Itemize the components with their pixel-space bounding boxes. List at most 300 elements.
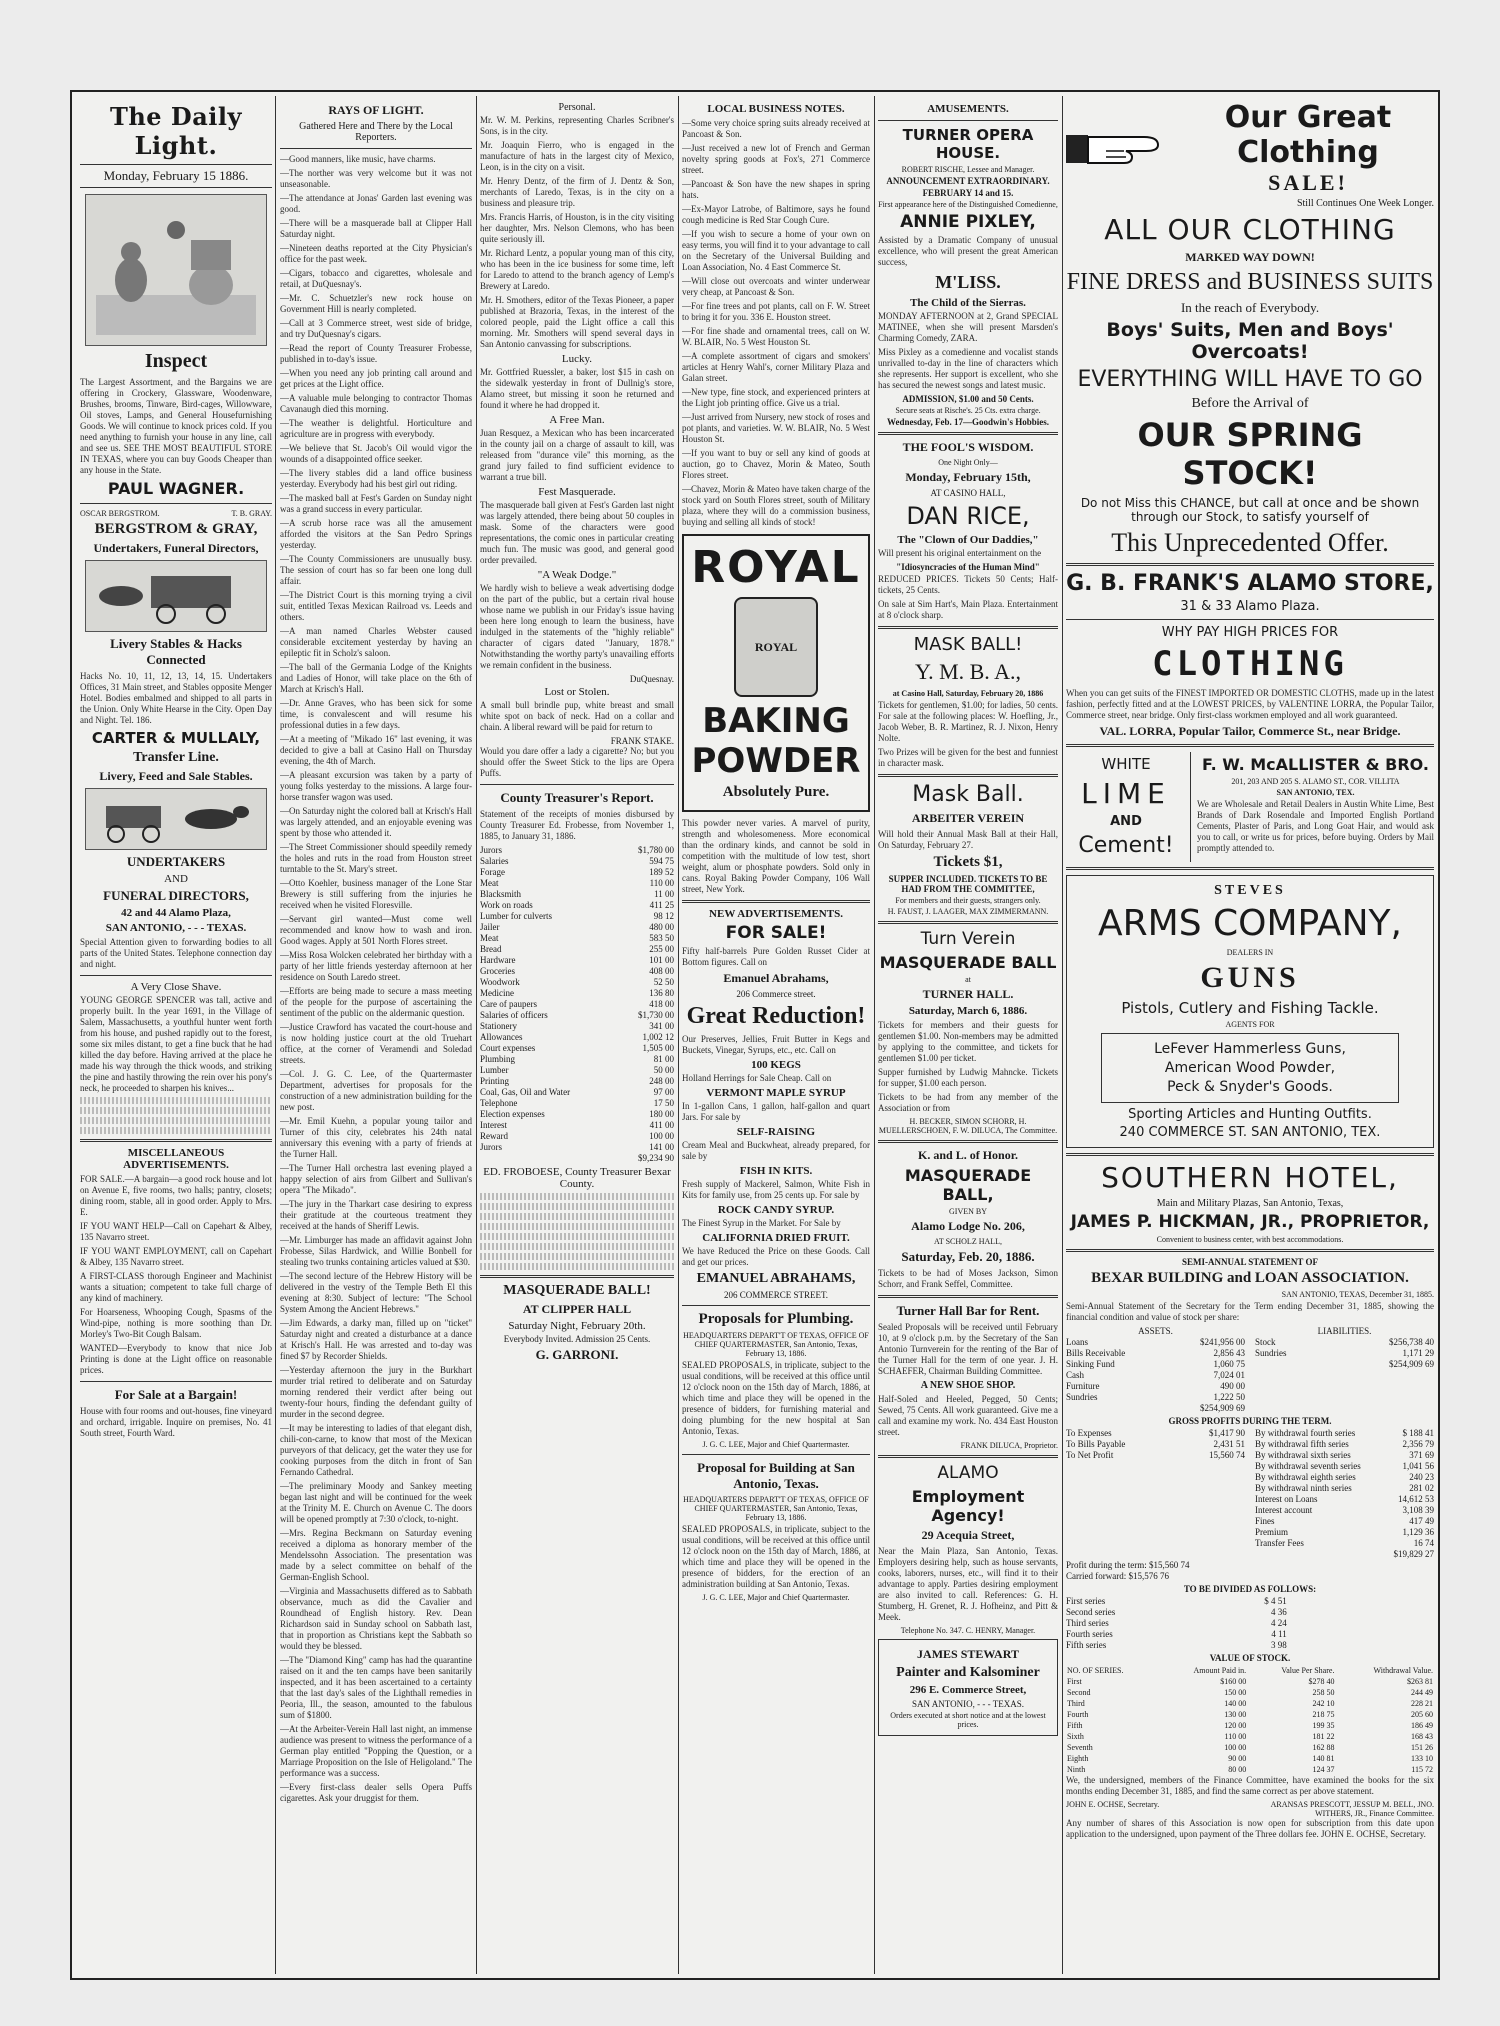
- series-row: [1066, 1640, 1287, 1651]
- withdrawal-row-label: By withdrawal eighth series: [1255, 1472, 1356, 1482]
- and-word: AND: [164, 873, 188, 885]
- cement-word: Cement!: [1078, 833, 1174, 858]
- column-4: [682, 100, 870, 1970]
- ledger-row: [480, 955, 674, 966]
- lost-heading: Lost or Stolen.: [544, 686, 610, 698]
- pointing-hand-icon: [1066, 121, 1176, 175]
- rays-item: —Call at 3 Commerce street, west side of bridge, and try DuQuesnay's cigars.: [280, 318, 472, 339]
- ledger-row: [480, 944, 674, 955]
- value-table-cell: 242 10: [1312, 1699, 1335, 1708]
- selfraising-heading: SELF-RAISING: [736, 1126, 816, 1138]
- employment-text: Near the Main Plaza, San Antonio, Texas. Employers desiring help, such as house servants, cooks, laborers, nurses, etc., will find it to their advantage to apply. Parties desiring employment are also invited to call. References: G. H. Stumberg, H. Grenet, R. J. Hofheinz, and Pitt & Meek.: [878, 1546, 1058, 1622]
- value-table-cell: 90 00: [1228, 1754, 1247, 1763]
- subscription-notice: Any number of shares of this Association is now open for subscription from this date upon application to the undersigned, upon payment of the Three dollars fee. JOHN E. OCHSE, Secretary.: [1066, 1818, 1434, 1839]
- carried-forward: Carried forward: $15,576 76: [1066, 1571, 1169, 1581]
- arbeiter-tickets: Tickets $1,: [933, 854, 1003, 870]
- withdrawal-row-amount: 417 49: [1409, 1516, 1434, 1526]
- asset-row: [1066, 1359, 1245, 1370]
- great-clothing-title: Our Great Clothing: [1224, 100, 1392, 170]
- value-table-header: [1066, 1665, 1434, 1676]
- ymba-text: Tickets for gentlemen, $1.00; for ladies, 50 cents. For sale at the following places: W. Hoefling, Jr., Jacob Weber, B. R. Martinez, R. J. Nixon, Henry Nolte.: [878, 700, 1058, 743]
- spring-stock: OUR SPRING STOCK!: [1137, 416, 1363, 492]
- fish-heading: FISH IN KITS.: [739, 1165, 813, 1177]
- value-table-cell: 80 00: [1228, 1765, 1247, 1774]
- asset-row-amount: 1,060 75: [1213, 1359, 1245, 1369]
- value-stock-heading: VALUE OF STOCK.: [1209, 1653, 1291, 1663]
- lucky-text: Mr. Gottfried Ruessler, a baker, lost $15 in cash on the sidewalk yesterday in front of Dullnig's store, Alamo street, but missing it soon he returned and found it where he had dropped it.: [480, 367, 674, 410]
- ledger-row-label: Allowances: [480, 1032, 523, 1042]
- withdrawal-row: [1255, 1428, 1434, 1439]
- stewart-address: 296 E. Commerce Street,: [909, 1684, 1027, 1696]
- divider: [878, 774, 1058, 777]
- series-row: [1066, 1618, 1287, 1629]
- rays-item: —Jim Edwards, a darky man, filled up on "ticket" Saturday night and created a disturbance at a dance at Krisch's Hall. He was arrested and to-day was fined $7 by Recorder Shields.: [280, 1318, 472, 1361]
- value-table-cell: 110 00: [1224, 1732, 1247, 1741]
- ledger-row: [480, 1131, 674, 1142]
- mcallister-city: SAN ANTONIO, TEX.: [1276, 788, 1355, 797]
- masthead-title: The Daily Light.: [110, 102, 242, 160]
- withdrawal-row-label: By withdrawal fourth series: [1255, 1428, 1356, 1438]
- series-row-amount: 4 11: [1271, 1629, 1287, 1639]
- ledger-row-amount: 110 00: [649, 878, 674, 888]
- arms-company: ARMS COMPANY,: [1098, 903, 1402, 944]
- first-appearance: First appearance here of the Distinguished Comedienne,: [878, 200, 1058, 209]
- rays-item: —Efforts are being made to secure a mass meeting of the people for the purpose of ascertaining the sentiment of the public on the aldermanic question.: [280, 986, 472, 1018]
- employment-address: 29 Acequia Street,: [921, 1528, 1015, 1542]
- signer-secretary: JOHN E. OCHSE, Secretary.: [1066, 1800, 1160, 1809]
- ledger-row-label: Forage: [480, 867, 505, 877]
- ledger-row-amount: 180 00: [649, 1109, 674, 1119]
- rays-item: —Servant girl wanted—Must come well recommended and know how to wash and iron. Good wages. Apply at 501 North Flores street.: [280, 914, 472, 946]
- funeral-heading: FUNERAL DIRECTORS,: [103, 888, 249, 903]
- liabilities-total: $254,909 69: [1389, 1359, 1434, 1369]
- withdrawal-row: [1255, 1516, 1434, 1527]
- asset-row-label: Furniture: [1066, 1381, 1100, 1391]
- rays-item: —When you need any job printing call around and get prices at the Light office.: [280, 368, 472, 389]
- value-table-row: [1066, 1687, 1434, 1698]
- wednesday-note: Wednesday, Feb. 17—Goodwin's Hobbies.: [886, 417, 1050, 427]
- ledger-row-label: Jurors: [480, 1142, 502, 1152]
- expense-row: [1066, 1450, 1245, 1461]
- liability-row-label: Stock: [1255, 1337, 1276, 1347]
- rays-item: —At a meeting of "Mikado 16" last evening, it was decided to give a ball at Casino Hall on Thursday evening, the 4th of March.: [280, 734, 472, 766]
- rays-item: —Cigars, tobacco and cigarettes, wholesale and retail, at DuQuesnay's.: [280, 268, 472, 289]
- mcallister-address: 201, 203 AND 205 S. ALAMO ST., COR. VILLITA: [1231, 777, 1400, 786]
- funeral-address: 42 and 44 Alamo Plaza,: [121, 907, 231, 919]
- text-filler: [80, 1127, 272, 1134]
- rays-item: —Col. J. G. C. Lee, of the Quartermaster Department, advertises for proposals for the construction of a new administration building for the new post.: [280, 1069, 472, 1112]
- ledger-row: [480, 1076, 674, 1087]
- clothing-word: CLOTHING: [1152, 644, 1348, 684]
- ledger-row: [480, 922, 674, 933]
- rays-item: —A valuable mule belonging to contractor Thomas Cavanaugh died this morning.: [280, 393, 472, 414]
- ledger-row-amount: 1,002 12: [642, 1032, 674, 1042]
- semi-annual-heading: SEMI-ANNUAL STATEMENT OF: [1181, 1257, 1319, 1267]
- value-column-header: NO. OF SERIES.: [1067, 1666, 1124, 1675]
- rays-item: —On Saturday night the colored ball at Krisch's Hall was largely attended, and an enjoyable evening was spent by those who attended it.: [280, 806, 472, 838]
- personal-item: Mr. Richard Lentz, a popular young man of this city, who has been in the ice business for some time, left for Laredo to attend to the branch agency of Lemp's Brewery at Laredo.: [480, 248, 674, 291]
- local-note-item: —If you wish to secure a home of your own on easy terms, you will find it to your advantage to call on the Secretary of the Universal Building and Loan Association, No. 4 East Commerce St.: [682, 229, 870, 272]
- misc-ad-item: IF YOU WANT HELP—Call on Capehart & Albey, 135 Navarro street.: [80, 1221, 272, 1242]
- expense-rows: [1066, 1428, 1245, 1549]
- value-table-cell: 140 81: [1312, 1754, 1335, 1763]
- ledger-row-label: Jurors: [480, 845, 502, 855]
- dodge-heading: "A Weak Dodge.": [537, 569, 617, 581]
- value-table-cell: 130 00: [1224, 1710, 1247, 1719]
- withdrawal-row-label: Interest account: [1255, 1505, 1313, 1515]
- value-table-cell: Third: [1067, 1699, 1085, 1708]
- value-table-cell: 205 60: [1411, 1710, 1433, 1719]
- ledger-row-amount: 594 75: [649, 856, 674, 866]
- ledger-row-amount: 52 50: [653, 977, 674, 987]
- value-table-row: [1066, 1742, 1434, 1753]
- royal-text: This powder never varies. A marvel of purity, strength and wholesomeness. More economical than the ordinary kinds, and cannot be sold in competition with the multitude of low test, short weight, alum or phosphate powders. Sold only in cans. Royal Baking Powder Company, 106 Wall street, New York.: [682, 818, 870, 894]
- rays-item: —The "Diamond King" camp has had the quarantine raised on it and the ten camps have been sanitarily inspected, and it has been ascertained to a certainty that the last day's sales of the Lighthall remedies in Peoria, Ill., the season, amounted to the fabulous sum of $1800.: [280, 1655, 472, 1720]
- value-table-cell: 120 00: [1224, 1721, 1247, 1730]
- value-table-cell: 100 00: [1224, 1743, 1247, 1752]
- divider: [1066, 619, 1434, 620]
- masquerade-venue: AT CLIPPER HALL: [522, 1302, 632, 1316]
- pistols-line: Pistols, Cutlery and Fishing Tackle.: [1121, 999, 1379, 1017]
- value-table-cell: Ninth: [1067, 1765, 1086, 1774]
- arms-address: 240 COMMERCE ST. SAN ANTONIO, TEX.: [1119, 1125, 1381, 1140]
- rays-item: —The livery stables did a land office business yesterday. Everybody had his best girl out riding.: [280, 468, 472, 489]
- value-table-cell: $160 00: [1220, 1677, 1247, 1686]
- rays-item: —A man named Charles Webster caused considerable excitement yesterday by having an epileptic fit in Scholz's saloon.: [280, 626, 472, 658]
- alamo-word: ALAMO: [937, 1463, 999, 1483]
- value-table-cell: First: [1067, 1677, 1082, 1686]
- dodge-signature: DuQuesnay.: [629, 674, 674, 684]
- before-arrival: Before the Arrival of: [1191, 396, 1309, 411]
- withdrawal-row-amount: 3,108 39: [1402, 1505, 1434, 1515]
- ledger-row: [480, 878, 674, 889]
- local-note-item: —Pancoast & Son have the new shapes in spring hats.: [682, 179, 870, 200]
- ledger-row-amount: 255 00: [649, 944, 674, 954]
- local-note-item: —For fine shade and ornamental trees, call on W. W. BLAIR, No. 5 West Houston St.: [682, 326, 870, 347]
- mcallister-name: F. W. McALLISTER & BRO.: [1202, 755, 1429, 774]
- turn-date: Saturday, March 6, 1886.: [908, 1005, 1028, 1017]
- column-rule: [678, 96, 679, 1974]
- rays-item: —The attendance at Jonas' Garden last evening was good.: [280, 193, 472, 214]
- dan-text: Will present his original entertainment on the: [878, 548, 1042, 558]
- withdrawal-row-amount: 16 74: [1413, 1538, 1434, 1548]
- boys-suits: Boys' Suits, Men and Boys' Overcoats!: [1106, 319, 1394, 363]
- ledger-row-label: Meat: [480, 933, 499, 943]
- lime-word: LIME: [1081, 777, 1171, 810]
- profit-total: $19,829 27: [1393, 1549, 1434, 1559]
- assets-rows: [1066, 1337, 1245, 1403]
- divider: [878, 1140, 1058, 1143]
- agents-for: AGENTS FOR: [1225, 1020, 1275, 1029]
- bar-text: Sealed Proposals will be received until February 10, at 9 o'clock p.m. by the Secretary of the San Antonio Turnverein for the renting of the Bar of the Turner Hall for the term of one year. J. H. SCHAEFER, Chairman Building Committee.: [878, 1322, 1058, 1376]
- value-table-cell: 162 88: [1312, 1743, 1335, 1752]
- asset-row: [1066, 1370, 1245, 1381]
- lost-text: A small bull brindle pup, white breast and small white spot on back of neck. Had on a collar and chain. A liberal reward will be paid for return to: [480, 700, 674, 732]
- agencies-box: [1101, 1033, 1399, 1103]
- withdrawal-row-label: By withdrawal ninth series: [1255, 1483, 1352, 1493]
- text-filler: [80, 1097, 272, 1104]
- text-filler: [480, 1193, 674, 1200]
- assets-table: [1066, 1326, 1245, 1414]
- misc-ad-item: FOR SALE.—A bargain—a good rock house and lot on Avenue E, five rooms, two halls; pantry, closets; dining room, stable, all in good order. Apply to Mrs. E.: [80, 1174, 272, 1217]
- signers: [1066, 1800, 1434, 1818]
- ledger-row: [480, 889, 674, 900]
- value-table-cell: 168 43: [1411, 1732, 1433, 1741]
- divider: [1066, 867, 1434, 870]
- ledger-row: [480, 856, 674, 867]
- value-table-cell: Sixth: [1067, 1732, 1084, 1741]
- syrup-text: In 1-gallon Cans, 1 gallon, half-gallon and quart Jars. For sale by: [682, 1101, 870, 1122]
- assets-total: $254,909 69: [1200, 1403, 1245, 1413]
- series-row: [1066, 1596, 1287, 1607]
- personal-item: Mr. H. Smothers, editor of the Texas Pioneer, a paper published at Brazoria, Texas, in the interest of the colored people, paid the Light office a call this morning. Mr. Smothers will spend several days in San Antonio canvassing for subscriptions.: [480, 295, 674, 349]
- value-table-cell: Fifth: [1067, 1721, 1083, 1730]
- clothing-sale-header: [1066, 100, 1434, 196]
- turn-text: Tickets for members and their guests for gentlemen $1.00. Non-members may be admitted by applying to the committee, and tickets for gentlemen $1.00 per ticket.: [878, 1020, 1058, 1063]
- bar-for-rent: Turner Hall Bar for Rent.: [896, 1303, 1040, 1318]
- gross-profits-heading: GROSS PROFITS DURING THE TERM.: [1168, 1416, 1332, 1426]
- marked-down: MARKED WAY DOWN!: [1185, 250, 1315, 264]
- rays-item: —A pleasant excursion was taken by a party of young folks yesterday to the missions. A large four-horse transfer wagon was used.: [280, 770, 472, 802]
- lime-cement-ad: [1066, 752, 1434, 862]
- expense-row-label: To Bills Payable: [1066, 1439, 1126, 1449]
- admission: ADMISSION, $1.00 and 50 Cents.: [902, 394, 1034, 404]
- ledger-row: [480, 1142, 674, 1153]
- hearse-illustration: [85, 560, 267, 632]
- ledger-row-label: Interest: [480, 1120, 507, 1130]
- frank-store: G. B. FRANK'S ALAMO STORE,: [1066, 571, 1434, 596]
- text-filler: [480, 1243, 674, 1250]
- clothing-sale-title-wrap: [1182, 100, 1434, 196]
- ledger-row: [480, 1098, 674, 1109]
- withdrawal-row-label: Premium: [1255, 1527, 1288, 1537]
- expense-row: [1066, 1439, 1245, 1450]
- sporting-articles: Sporting Articles and Hunting Outfits.: [1128, 1107, 1372, 1122]
- withdrawal-row: [1255, 1505, 1434, 1516]
- value-table-cell: 186 49: [1411, 1721, 1433, 1730]
- newspaper-page: [70, 90, 1440, 1980]
- divider: [878, 626, 1058, 629]
- value-table-cell: $278 40: [1308, 1677, 1335, 1686]
- ymba: Y. M. B. A.,: [915, 659, 1021, 684]
- building-heading: Proposal for Building at San Antonio, Texas.: [697, 1460, 855, 1491]
- hickman-line: JAMES P. HICKMAN, JR., PROPRIETOR,: [1070, 1212, 1430, 1232]
- ledger-row-amount: 100 00: [649, 1131, 674, 1141]
- bergstrom-name: BERGSTROM & GRAY,: [94, 521, 258, 537]
- expense-row-label: To Net Profit: [1066, 1450, 1114, 1460]
- divider: [878, 1295, 1058, 1298]
- local-note-item: —For fine trees and pot plants, call on F. W. Street to bring it for you. 336 E. Houston street.: [682, 301, 870, 322]
- ledger-row-label: Groceries: [480, 966, 515, 976]
- kl-date: Saturday, Feb. 20, 1886.: [901, 1249, 1035, 1264]
- stewart-city: SAN ANTONIO, - - - TEXAS.: [912, 1699, 1024, 1709]
- ledger-row-amount: 248 00: [649, 1076, 674, 1086]
- divider: [80, 1381, 272, 1382]
- treasurer-signature: ED. FROBOESE, County Treasurer Bexar County.: [483, 1166, 671, 1190]
- ledger-row: [480, 1087, 674, 1098]
- value-column-header: Amount Paid in.: [1193, 1666, 1247, 1675]
- convenient-line: Convenient to business center, with best accommodations.: [1156, 1235, 1344, 1244]
- lorra-text: When you can get suits of the FINEST IMPORTED OR DOMESTIC CLOTHS, made up in the latest fashion, perfectly fitted and at the LOWEST PRICES, by VALENTINE LORRA, the Popular Tailor, Commerce street, near bridge. Only first-class workmen employed and all work guaranteed.: [1066, 688, 1434, 720]
- local-note-item: —New type, fine stock, and experienced printers at the Light job printing office. Give us a trial.: [682, 387, 870, 408]
- shoe-text: Half-Soled and Heeled, Pegged, 50 Cents; Sewed, 75 Cents. All work guaranteed. Give me a call and examine my work. No. 434 East Houston street.: [878, 1394, 1058, 1437]
- ledger-row-amount: 101 00: [649, 955, 674, 965]
- withdrawal-row-amount: 1,041 56: [1402, 1461, 1434, 1471]
- local-note-item: —Just received a new lot of French and German novelty spring goods at Fox's, 271 Commerce street.: [682, 143, 870, 175]
- divider: [682, 900, 870, 903]
- rays-list: [280, 154, 472, 1804]
- divider: [878, 1455, 1058, 1458]
- withdrawal-row: [1255, 1472, 1434, 1483]
- asset-row-amount: 2,856 43: [1213, 1348, 1245, 1358]
- issue-date: Monday, February 15 1886.: [80, 164, 272, 188]
- ledger-row-label: Court expenses: [480, 1043, 536, 1053]
- hq1-signature: J. G. C. LEE, Major and Chief Quartermaster.: [702, 1440, 850, 1449]
- powder-word: POWDER: [691, 741, 861, 781]
- amusements-heading: AMUSEMENTS.: [927, 103, 1009, 115]
- hq2-heading: HEADQUARTERS DEPART'T OF TEXAS, OFFICE OF CHIEF QUARTERMASTER, San Antonio, Texas, February 13, 1886.: [683, 1495, 869, 1522]
- turn-tickets-note: Tickets to be had from any member of the Association or from: [878, 1092, 1058, 1113]
- value-table-cell: 140 00: [1224, 1699, 1247, 1708]
- value-table-cell: 151 26: [1411, 1743, 1433, 1752]
- ledger-row-label: Hardware: [480, 955, 516, 965]
- annie-pixley: ANNIE PIXLEY,: [900, 212, 1036, 232]
- liabilities-rows: [1255, 1337, 1434, 1359]
- misc-ad-item: For Hoarseness, Whooping Cough, Spasms of the Wind-pipe, nothing is more soothing than Dr. Morley's Two-Bit Cough Balsam.: [80, 1307, 272, 1339]
- rays-item: —The County Commissioners are unusually busy. The session of court has so far been one long dull affair.: [280, 554, 472, 586]
- guns-word: GUNS: [1200, 961, 1300, 994]
- and-word: AND: [1110, 814, 1142, 829]
- value-table-cell: 181 22: [1312, 1732, 1335, 1741]
- wagner-name: PAUL WAGNER.: [107, 479, 245, 498]
- turn-at: at: [965, 975, 971, 984]
- unprecedented-offer: This Unprecedented Offer.: [1111, 528, 1389, 557]
- divider: [1066, 1249, 1434, 1252]
- rays-item: —Every first-class dealer sells Opera Puffs cigarettes. Ask your druggist for them.: [280, 1782, 472, 1803]
- ledger-row: [480, 1021, 674, 1032]
- withdrawal-row-label: By withdrawal fifth series: [1255, 1439, 1349, 1449]
- new-ads-heading: NEW ADVERTISEMENTS.: [709, 908, 843, 920]
- fools-wisdom: THE FOOL'S WISDOM.: [902, 440, 1034, 454]
- value-table-row: [1066, 1698, 1434, 1709]
- ledger-row-label: Salaries of officers: [480, 1010, 548, 1020]
- assets-heading: ASSETS.: [1138, 1326, 1173, 1336]
- value-table-cell: 124 37: [1312, 1765, 1335, 1774]
- divider: [1066, 1153, 1434, 1156]
- series-rows: [1066, 1596, 1287, 1651]
- reach-everybody: In the reach of Everybody.: [1180, 300, 1320, 315]
- asset-row-amount: $241,956 00: [1200, 1337, 1245, 1347]
- value-table-cell: 244 49: [1411, 1688, 1433, 1697]
- column-5: [878, 100, 1058, 1970]
- arbeiter-verein: ARBEITER VEREIN: [911, 811, 1025, 825]
- stewart-name: JAMES STEWART: [917, 1647, 1019, 1661]
- ledger-row-label: Work on roads: [480, 900, 533, 910]
- for-sale-text: House with four rooms and out-houses, fine vineyard and orchard, irrigable. Inquire on premises, No. 41 South street, Fourth Ward.: [80, 1406, 272, 1438]
- all-clothing: ALL OUR CLOTHING: [1104, 213, 1396, 246]
- ledger-row-label: Bread: [480, 944, 502, 954]
- stewart-ad: [878, 1639, 1058, 1736]
- ledger-row: [480, 988, 674, 999]
- value-table-cell: $263 81: [1407, 1677, 1433, 1686]
- alamo-lodge: Alamo Lodge No. 206,: [911, 1219, 1025, 1233]
- rays-item: —Otto Koehler, business manager of the Lone Star Brewery is still suffering from the injuries he received when he visited Floresville.: [280, 878, 472, 910]
- ledger-row-label: Telephone: [480, 1098, 518, 1108]
- hq2-signature: J. G. C. LEE, Major and Chief Quartermaster.: [702, 1593, 850, 1602]
- series-row: [1066, 1607, 1287, 1618]
- rays-item: —Nineteen deaths reported at the City Physician's office for the past week.: [280, 243, 472, 264]
- rays-item: —The jury in the Tharkart case desiring to express their gratitude at the courteous treatment they received at the hands of Sheriff Lewis.: [280, 1199, 472, 1231]
- scholz-hall: AT SCHOLZ HALL,: [933, 1237, 1003, 1246]
- withdrawal-row-label: By withdrawal sixth series: [1255, 1450, 1351, 1460]
- arbeiter-committee: H. FAUST, J. LAAGER, MAX ZIMMERMANN.: [887, 907, 1049, 916]
- ledger-row-amount: 17 50: [653, 1098, 674, 1108]
- ledger-row-label: Woodwork: [480, 977, 520, 987]
- value-column-header: Withdrawal Value.: [1373, 1666, 1433, 1675]
- rays-item: —Read the report of County Treasurer Frobesse, published in to-day's issue.: [280, 343, 472, 364]
- ledger-row-amount: $1,730 00: [638, 1010, 674, 1020]
- wagner-ad-text: The Largest Assortment, and the Bargains we are offering in Crockery, Glassware, Woodenware, Brushes, brooms, Tinware, Bird-cages, Willowware, Oil stoves, Lamps, and General Housefurnishing Goods. We will continue to knock prices cold. If you need anything to furnish your house in any line, call and see us. SEE THE MOST BEAUTIFUL STORE IN TEXAS, where you can buy Goods Cheaper than any house in the State.: [80, 377, 272, 475]
- monday-date: Monday, February 15th,: [905, 470, 1031, 484]
- series-row-label: Fourth series: [1066, 1629, 1113, 1639]
- rays-item: —Justice Crawford has vacated the court-house and is now holding justice court at the old Truehart office, at the corner of Veramendi and Soledad streets.: [280, 1022, 472, 1065]
- ledger-row-amount: 341 00: [649, 1021, 674, 1031]
- fest-heading: Fest Masquerade.: [538, 486, 616, 498]
- ledger-row-amount: 98 12: [653, 911, 674, 921]
- liability-row-amount: $256,738 40: [1389, 1337, 1434, 1347]
- value-table-row: [1066, 1709, 1434, 1720]
- baking-powder-can-icon: [734, 597, 818, 697]
- ledger-row: [480, 1032, 674, 1043]
- rays-item: —At the Arbeiter-Verein Hall last night, an immense audience was present to witness the performance of a German play entitled "Popping the Question, or a Marriage Proposition on the Isle of Heligoland." The performance was a success.: [280, 1724, 472, 1778]
- withdrawal-row: [1255, 1527, 1434, 1538]
- masquerade-text: Everybody Invited. Admission 25 Cents.: [503, 1334, 651, 1344]
- expense-row-label: To Expenses: [1066, 1428, 1112, 1438]
- withdrawal-row: [1255, 1450, 1434, 1461]
- reduction-text: Our Preserves, Jellies, Fruit Butter in Kegs and Buckets, Vinegar, Syrups, etc., etc. Call on: [682, 1034, 870, 1055]
- masquerade-date: Saturday Night, February 20th.: [508, 1320, 646, 1332]
- masquerade-heading: MASQUERADE BALL!: [503, 1283, 651, 1298]
- ledger-row-label: Medicine: [480, 988, 514, 998]
- royal-word: ROYAL: [691, 542, 861, 593]
- divider: [682, 1454, 870, 1455]
- liabilities-table: [1255, 1326, 1434, 1414]
- rays-item: —We believe that St. Jacob's Oil would vigor the wounds of a disappointed office seeker.: [280, 443, 472, 464]
- stewart-note: Orders executed at short notice and at the lowest prices.: [890, 1711, 1046, 1729]
- rays-item: —The District Court is this morning trying a civil suit, entitled Texas Mexican Railroad vs. Leeds and others.: [280, 590, 472, 622]
- withdrawal-row: [1255, 1494, 1434, 1505]
- asset-row-amount: 1,222 50: [1213, 1392, 1245, 1402]
- divider: [80, 503, 272, 504]
- local-note-item: —Will close out overcoats and winter underwear very cheap, at Pancoast & Son.: [682, 276, 870, 297]
- asset-row: [1066, 1337, 1245, 1348]
- ledger-row-label: Reward: [480, 1131, 508, 1141]
- california-heading: CALIFORNIA DRIED FRUIT.: [702, 1232, 850, 1244]
- rays-item: —Mrs. Regina Beckmann on Saturday evening received a diploma as honorary member of the Mendelssohn Association. The presentation was made by a select committee on behalf of the German-English School.: [280, 1528, 472, 1582]
- ledger-row-label: Coal, Gas, Oil and Water: [480, 1087, 571, 1097]
- rays-item: —Mr. C. Schuetzler's new rock house on Government Hill is nearly completed.: [280, 293, 472, 314]
- column-3: [480, 100, 674, 1970]
- text-filler: [80, 1107, 272, 1114]
- value-table-row: [1066, 1676, 1434, 1687]
- sale-word: SALE!: [1268, 170, 1348, 195]
- value-column-header: Value Per Share.: [1281, 1666, 1335, 1675]
- supper-note: For members and their guests, strangers only.: [895, 896, 1041, 905]
- expense-row-amount: 15,560 74: [1209, 1450, 1245, 1460]
- divider: [878, 432, 1058, 435]
- value-table-row: [1066, 1720, 1434, 1731]
- text-filler: [480, 1233, 674, 1240]
